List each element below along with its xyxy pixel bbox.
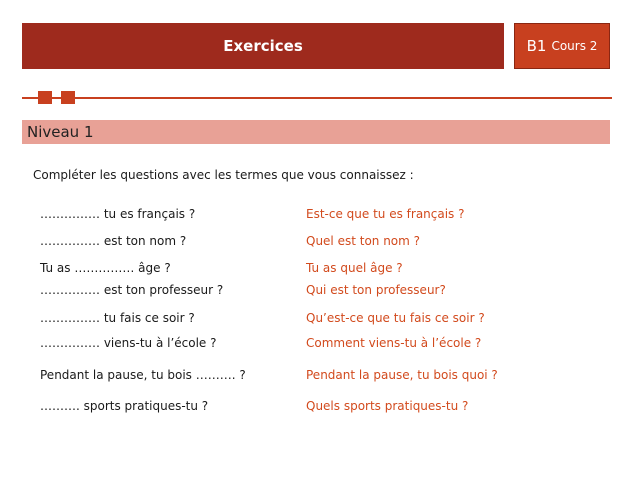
exercise-answer: Pendant la pause, tu bois quoi ? xyxy=(306,368,498,382)
exercise-answer: Quel est ton nom ? xyxy=(306,234,421,248)
exercise-row xyxy=(0,280,638,300)
exercise-question: ………. sports pratiques-tu ? xyxy=(40,399,209,413)
page-title: Exercices xyxy=(223,37,303,55)
exercise-row xyxy=(0,231,638,251)
exercise-row xyxy=(0,308,638,328)
exercise-question: …………… est ton professeur ? xyxy=(40,283,224,297)
course-badge xyxy=(514,23,610,69)
separator-block-left xyxy=(38,91,52,104)
exercise-answer: Qui est ton professeur? xyxy=(306,283,446,297)
course-level: B1 xyxy=(526,37,547,55)
exercise-question: Tu as …………… âge ? xyxy=(40,261,171,275)
header-title-bar xyxy=(22,23,504,69)
section-title: Niveau 1 xyxy=(27,123,94,141)
exercise-question: …………… tu fais ce soir ? xyxy=(40,311,195,325)
exercise-question: …………… tu es français ? xyxy=(40,207,196,221)
exercise-question: Pendant la pause, tu bois ………. ? xyxy=(40,368,246,382)
exercise-row xyxy=(0,258,638,278)
exercise-answer: Est-ce que tu es français ? xyxy=(306,207,465,221)
course-number: Cours 2 xyxy=(551,39,598,53)
exercise-answer: Comment viens-tu à l’école ? xyxy=(306,336,482,350)
exercise-row xyxy=(0,365,638,385)
exercise-row xyxy=(0,396,638,416)
exercise-answer: Tu as quel âge ? xyxy=(306,261,403,275)
exercise-answer: Quels sports pratiques-tu ? xyxy=(306,399,469,413)
exercise-question: …………… viens-tu à l’école ? xyxy=(40,336,217,350)
separator xyxy=(22,91,612,104)
exercise-row xyxy=(0,333,638,353)
section-heading-bar xyxy=(22,120,610,144)
exercise-answer: Qu’est-ce que tu fais ce soir ? xyxy=(306,311,485,325)
instruction-text: Compléter les questions avec les termes que vous connaissez : xyxy=(33,168,414,182)
separator-line xyxy=(22,97,612,99)
exercise-question: …………… est ton nom ? xyxy=(40,234,187,248)
exercise-row xyxy=(0,204,638,224)
separator-block-right xyxy=(61,91,75,104)
